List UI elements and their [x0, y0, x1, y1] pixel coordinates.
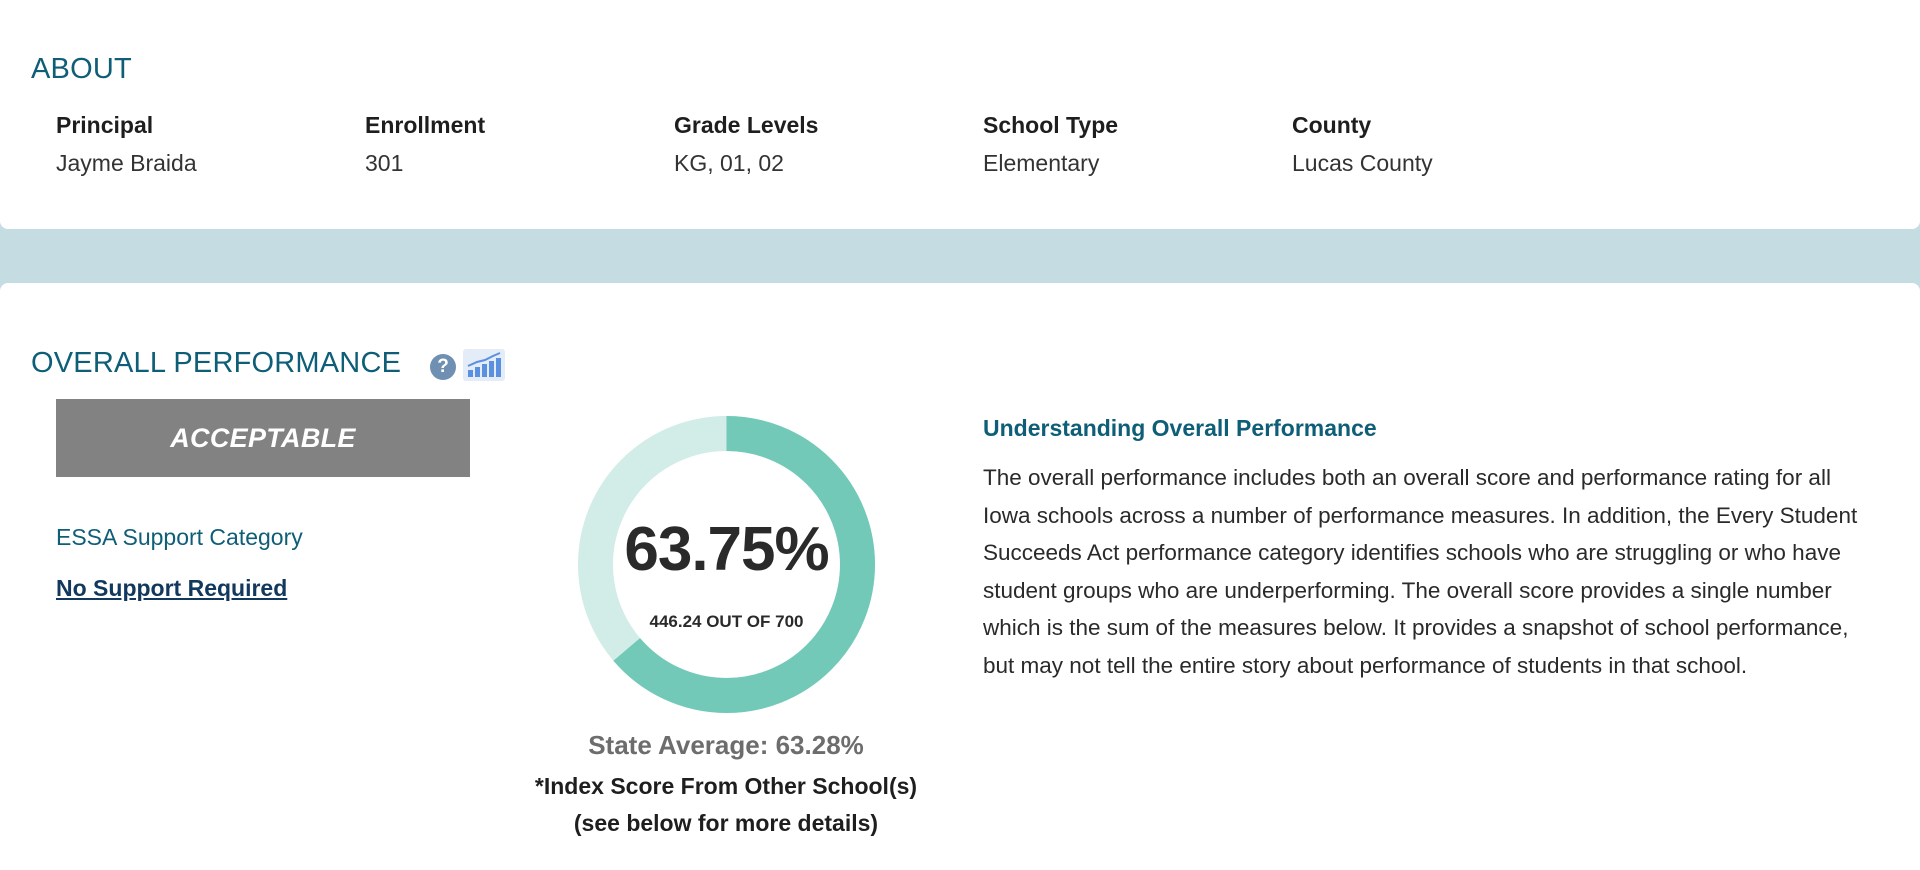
overall-performance-section [0, 283, 1920, 870]
school-type-value: Elementary [983, 150, 1100, 176]
help-circle-icon[interactable]: ? [430, 354, 456, 380]
overall-score-donut [578, 416, 875, 713]
enrollment-value: 301 [365, 150, 404, 176]
overall-score-percent: 63.75% [624, 515, 829, 584]
index-score-note-detail: (see below for more details) [573, 810, 879, 836]
understanding-performance-heading: Understanding Overall Performance [983, 415, 1377, 441]
about-field-grade-levels [674, 110, 964, 178]
understanding-performance-text: The overall performance includes both an overall score and performance rating for all Iowa schools across a number of performance measures. In addition, the Every Student Succeeds Act performance category identifies schools who are struggling or who have student groups who are underperforming. The overall score provides a single number which is the sum of the measures below. It provides a snapshot of school performance, but may not tell the entire story about performance of students in that school. [983, 465, 1858, 678]
about-field-county [1292, 110, 1582, 178]
enrollment-label: Enrollment [365, 112, 486, 138]
essa-support-category-link[interactable]: No Support Required [56, 575, 288, 601]
about-section [0, 0, 1920, 229]
school-type-label: School Type [983, 112, 1119, 138]
about-field-principal [56, 110, 346, 178]
overall-performance-title: OVERALL PERFORMANCE [31, 347, 402, 379]
county-value: Lucas County [1292, 150, 1433, 176]
essa-support-category-label: ESSA Support Category [56, 524, 303, 550]
bar-chart-trend-icon[interactable] [463, 349, 505, 381]
grade-levels-value: KG, 01, 02 [674, 150, 784, 176]
grade-levels-label: Grade Levels [674, 112, 819, 138]
county-label: County [1292, 112, 1372, 138]
about-title: ABOUT [31, 53, 132, 85]
about-field-enrollment [365, 110, 655, 178]
principal-value: Jayme Braida [56, 150, 197, 176]
performance-rating-badge: ACCEPTABLE [56, 399, 470, 477]
principal-label: Principal [56, 112, 154, 138]
index-score-note: *Index Score From Other School(s) [534, 773, 918, 799]
overall-score-detail: 446.24 OUT OF 700 [649, 612, 804, 631]
state-average-text: State Average: 63.28% [588, 730, 864, 760]
about-field-school-type [983, 110, 1273, 178]
